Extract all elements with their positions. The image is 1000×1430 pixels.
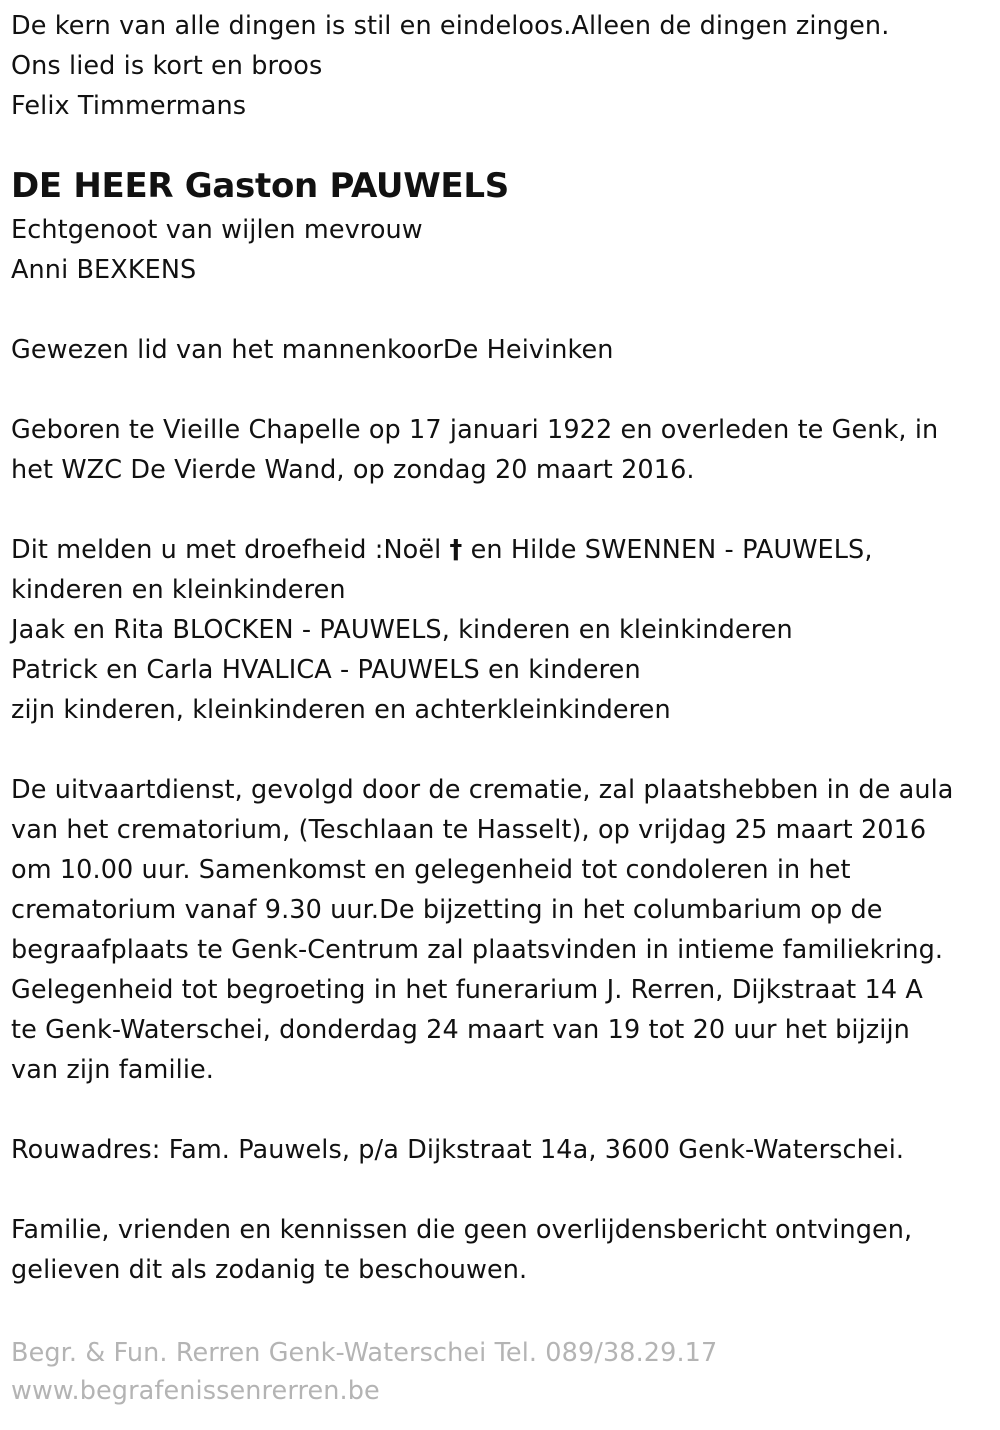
- obituary-notice: [11, 6, 991, 1290]
- spouse-name: Anni BEXKENS: [11, 255, 197, 285]
- quote-author: Felix Timmermans: [11, 91, 247, 121]
- closing-line: gelieven dit als zodanig te beschouwen.: [11, 1255, 528, 1285]
- service-line: De uitvaartdienst, gevolgd door de crematie, zal plaatshebben in de aula: [11, 775, 954, 805]
- service-line: crematorium vanaf 9.30 uur.De bijzetting in het columbarium op de: [11, 895, 883, 925]
- announcers-block: [11, 530, 991, 730]
- service-line: Gelegenheid tot begroeting in het funerarium J. Rerren, Dijkstraat 14 A: [11, 975, 923, 1005]
- mourning-address: Rouwadres: Fam. Pauwels, p/a Dijkstraat 14a, 3600 Genk-Waterschei.: [11, 1135, 905, 1165]
- cross-icon: †: [449, 535, 463, 565]
- service-line: van het crematorium, (Teschlaan te Hasselt), op vrijdag 25 maart 2016: [11, 815, 927, 845]
- service-line: om 10.00 uur. Samenkomst en gelegenheid tot condoleren in het: [11, 855, 851, 885]
- undertaker-info: Begr. & Fun. Rerren Genk-Waterschei Tel. 089/38.29.17: [11, 1338, 718, 1368]
- closing-block: [11, 1210, 991, 1290]
- website-link[interactable]: www.begrafenissenrerren.be: [11, 1376, 380, 1406]
- spouse-line: Echtgenoot van wijlen mevrouw: [11, 215, 423, 245]
- quote-line: Ons lied is kort en broos: [11, 51, 323, 81]
- quote-block: [11, 6, 991, 126]
- announcer-line: zijn kinderen, kleinkinderen en achterkleinkinderen: [11, 695, 671, 725]
- membership-line: Gewezen lid van het mannenkoorDe Heivinken: [11, 335, 614, 365]
- service-block: [11, 770, 991, 1090]
- quote-line: De kern van alle dingen is stil en eindeloos.Alleen de dingen zingen.: [11, 11, 890, 41]
- birth-death-line: het WZC De Vierde Wand, op zondag 20 maart 2016.: [11, 455, 695, 485]
- announcers-first-line: [11, 530, 991, 570]
- service-line: te Genk-Waterschei, donderdag 24 maart van 19 tot 20 uur het bijzijn: [11, 1015, 910, 1045]
- announcers-intro: Dit melden u met droefheid :Noël: [11, 535, 442, 565]
- announcer-line: kinderen en kleinkinderen: [11, 575, 346, 605]
- spouse-block: [11, 210, 991, 290]
- deceased-name: DE HEER Gaston PAUWELS: [11, 166, 509, 206]
- closing-line: Familie, vrienden en kennissen die geen overlijdensbericht ontvingen,: [11, 1215, 913, 1245]
- announcer-line: Patrick en Carla HVALICA - PAUWELS en kinderen: [11, 655, 641, 685]
- service-line: van zijn familie.: [11, 1055, 214, 1085]
- birth-death-line: Geboren te Vieille Chapelle op 17 januari 1922 en overleden te Genk, in: [11, 415, 939, 445]
- service-line: begraafplaats te Genk-Centrum zal plaatsvinden in intieme familiekring.: [11, 935, 944, 965]
- footer: [11, 1334, 991, 1410]
- announcers-first-family: en Hilde SWENNEN - PAUWELS,: [470, 535, 873, 565]
- announcer-line: Jaak en Rita BLOCKEN - PAUWELS, kinderen en kleinkinderen: [11, 615, 793, 645]
- birth-death-block: [11, 410, 991, 490]
